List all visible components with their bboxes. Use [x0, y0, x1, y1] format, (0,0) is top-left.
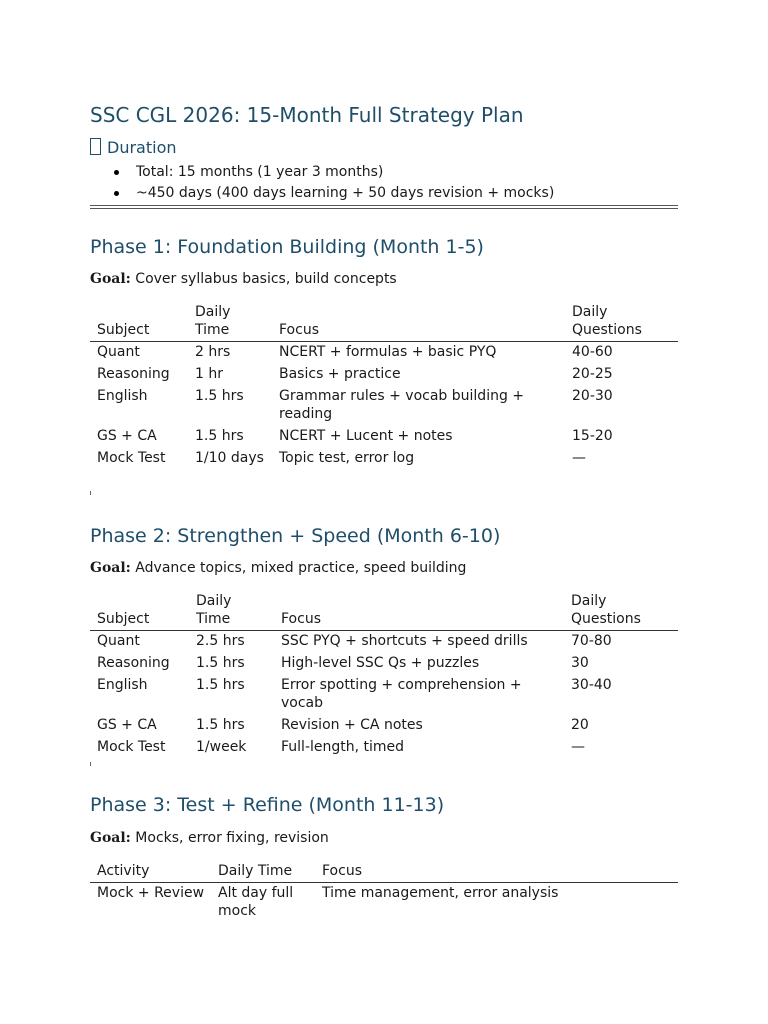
table-cell: 1.5 hrs — [196, 655, 245, 671]
table-header-row — [90, 592, 678, 631]
missing-glyph-icon — [90, 138, 101, 155]
table-cell: High-level SSC Qs + puzzles — [281, 655, 480, 671]
duration-heading — [90, 138, 177, 157]
table-header-row — [90, 303, 678, 342]
phase-3-table — [90, 862, 678, 923]
list-item: Total: 15 months (1 year 3 months) — [90, 163, 554, 184]
column-header: Focus — [315, 862, 678, 883]
table-cell: 20-30 — [572, 388, 613, 404]
phase-3-goal — [90, 830, 329, 846]
table-cell: 1/10 days — [195, 450, 264, 466]
table-cell: Mock Test — [97, 739, 166, 755]
table-row — [90, 448, 678, 470]
table-row — [90, 631, 678, 654]
table-cell: 30 — [571, 655, 589, 671]
phase-2-heading: Phase 2: Strengthen + Speed (Month 6-10) — [90, 525, 501, 547]
column-header: Activity — [90, 862, 211, 883]
table-row — [90, 883, 678, 924]
column-header: Subject — [90, 303, 188, 342]
table-cell: 20 — [571, 717, 589, 733]
goal-text: Advance topics, mixed practice, speed building — [130, 560, 467, 576]
column-header: Focus — [274, 592, 564, 631]
table-row — [90, 653, 678, 675]
table-end-mark — [90, 491, 91, 495]
table-cell: 1.5 hrs — [196, 717, 245, 733]
table-cell: Time management, error analysis — [322, 885, 559, 901]
phase-3-heading: Phase 3: Test + Refine (Month 11-13) — [90, 794, 445, 816]
table-cell: Revision + CA notes — [281, 717, 423, 733]
table-cell: — — [572, 450, 586, 466]
table-cell: Quant — [97, 344, 140, 360]
goal-text: Mocks, error fixing, revision — [130, 830, 329, 846]
table-cell: 15-20 — [572, 428, 613, 444]
table-cell: Reasoning — [97, 655, 170, 671]
table-row — [90, 715, 678, 737]
phase-1-heading: Phase 1: Foundation Building (Month 1-5) — [90, 236, 484, 258]
table-cell: Full-length, timed — [281, 739, 405, 755]
column-header: Daily Time — [189, 592, 274, 631]
table-row — [90, 426, 678, 448]
table-cell: Grammar rules + vocab building + reading — [279, 388, 525, 422]
duration-heading-label: Duration — [107, 138, 177, 157]
table-row — [90, 342, 678, 365]
page-title: SSC CGL 2026: 15-Month Full Strategy Plan — [90, 103, 524, 127]
table-cell: 1.5 hrs — [196, 677, 245, 693]
table-cell: SSC PYQ + shortcuts + speed drills — [281, 633, 528, 649]
table-cell: 1.5 hrs — [195, 388, 244, 404]
phase-2-table — [90, 592, 678, 759]
table-row — [90, 386, 678, 426]
table-cell: 30-40 — [571, 677, 612, 693]
table-cell: 2.5 hrs — [196, 633, 245, 649]
table-cell: Reasoning — [97, 366, 170, 382]
table-cell: English — [97, 677, 148, 693]
table-cell: 1 hr — [195, 366, 223, 382]
list-item: ~450 days (400 days learning + 50 days revision + mocks) — [90, 184, 554, 205]
table-cell: GS + CA — [97, 428, 157, 444]
table-cell: Topic test, error log — [279, 450, 415, 466]
column-header: Daily Questions — [565, 303, 678, 342]
column-header: Daily Time — [211, 862, 315, 883]
table-cell: English — [97, 388, 148, 404]
table-cell: 40-60 — [572, 344, 613, 360]
table-header-row — [90, 862, 678, 883]
column-header: Focus — [272, 303, 565, 342]
table-row — [90, 737, 678, 759]
table-cell: 70-80 — [571, 633, 612, 649]
table-cell: 20-25 — [572, 366, 613, 382]
table-cell: Quant — [97, 633, 140, 649]
table-cell: 1/week — [196, 739, 247, 755]
phase-1-goal — [90, 271, 397, 287]
table-cell: GS + CA — [97, 717, 157, 733]
goal-label: Goal: — [90, 560, 131, 576]
goal-text: Cover syllabus basics, build concepts — [130, 271, 397, 287]
table-cell: NCERT + Lucent + notes — [279, 428, 453, 444]
column-header: Daily Questions — [564, 592, 678, 631]
table-cell: 1.5 hrs — [195, 428, 244, 444]
table-cell: Mock + Review — [97, 885, 205, 901]
phase-1-table — [90, 303, 678, 470]
table-cell: Basics + practice — [279, 366, 401, 382]
table-row — [90, 675, 678, 715]
duration-list — [90, 163, 554, 205]
goal-label: Goal: — [90, 271, 131, 287]
goal-label: Goal: — [90, 830, 131, 846]
table-row — [90, 364, 678, 386]
table-cell: 2 hrs — [195, 344, 231, 360]
table-end-mark — [90, 762, 91, 766]
table-cell: Mock Test — [97, 450, 166, 466]
table-cell: — — [571, 739, 585, 755]
section-divider — [90, 205, 678, 209]
table-cell: NCERT + formulas + basic PYQ — [279, 344, 497, 360]
table-cell: Alt day full mock — [218, 885, 294, 919]
phase-2-goal — [90, 560, 466, 576]
column-header: Daily Time — [188, 303, 272, 342]
column-header: Subject — [90, 592, 189, 631]
table-cell: Error spotting + comprehension + vocab — [281, 677, 522, 711]
